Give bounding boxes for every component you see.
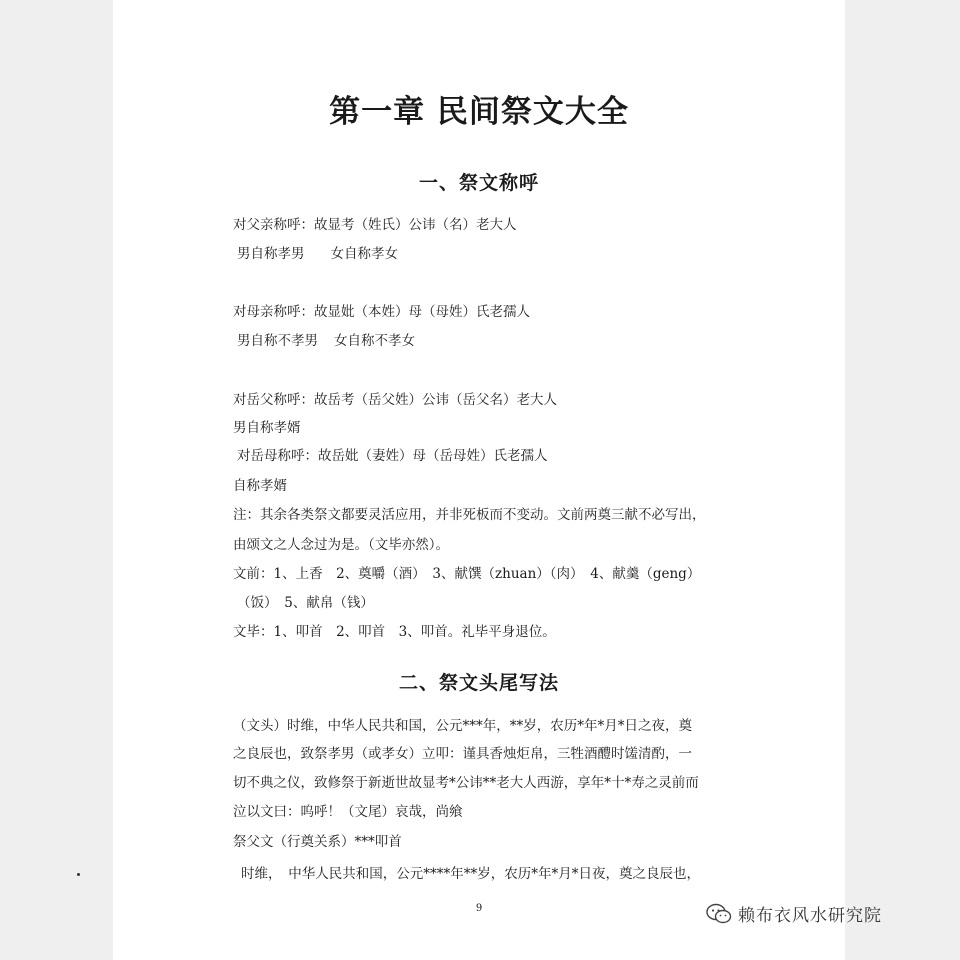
paragraph-line-1: （文头）时维，中华人民共和国，公元***年，**岁，农历*年*月*日之夜，奠 [233, 718, 692, 734]
scan-speck [77, 873, 80, 876]
wechat-icon [706, 903, 732, 925]
mother-son-self: 男自称不孝男 [237, 333, 318, 349]
father-address-line: 对父亲称呼：故显考（姓氏）公讳（名）老大人 [233, 217, 517, 233]
page-title: 第一章 民间祭文大全 [329, 94, 629, 130]
note-line-2: 由颂文之人念过为是。（文毕亦然）。 [233, 537, 449, 553]
mother-in-law-address-line: 对岳母称呼：故岳妣（妻姓）母（岳母姓）氏老孺人 [237, 448, 548, 464]
document-page [113, 0, 845, 960]
paragraph-last-line: 时维， 中华人民共和国，公元****年**岁，农历*年*月*日夜，奠之良辰也， [241, 866, 700, 882]
watermark [706, 901, 882, 926]
section-heading-titles: 一、祭文称呼 [418, 172, 539, 194]
before-ritual-line-2: （饭） 5、献帛（钱） [237, 595, 374, 611]
after-ritual-line: 文毕：1、叩首 2、叩首 3、叩首。礼毕平身退位。 [233, 624, 556, 640]
mother-address-line: 对母亲称呼：故显妣（本姓）母（母姓）氏老孺人 [233, 304, 530, 320]
page-number: 9 [475, 903, 483, 914]
section-heading-format: 二、祭文头尾写法 [398, 672, 559, 694]
father-sacrifice-title: 祭父文（行奠关系）***叩首 [233, 834, 402, 850]
note-line-1: 注：其余各类祭文都要灵活应用，并非死板而不变动。文前两奠三献不必写出， [233, 507, 706, 523]
paragraph-line-4: 泣以文曰：呜呼！（文尾）哀哉，尚飨 [233, 804, 463, 820]
paragraph-line-2: 之良辰也，致祭孝男（或孝女）立叩：谨具香烛炬帛，三牲酒醴时馐清酌，一 [233, 746, 692, 762]
father-in-law-address-line: 对岳父称呼：故岳考（岳父姓）公讳（岳父名）老大人 [233, 392, 557, 408]
before-ritual-line-1: 文前：1、上香 2、奠嚼（酒） 3、献馔（zhuan）（肉） 4、献羹（geng） [233, 566, 701, 582]
father-self-reference [237, 246, 398, 262]
father-in-law-self: 男自称孝婿 [233, 420, 301, 436]
father-son-self: 男自称孝男 [237, 246, 305, 262]
mother-self-reference [237, 333, 415, 349]
mother-in-law-self: 自称孝婿 [233, 478, 287, 494]
watermark-text: 赖布衣风水研究院 [738, 906, 882, 926]
father-daughter-self: 女自称孝女 [330, 246, 398, 262]
mother-daughter-self: 女自称不孝女 [334, 333, 415, 349]
paragraph-line-3: 切不典之仪，致修祭于新逝世故显考*公讳**老大人西游，享年*十*寿之灵前而 [233, 775, 699, 791]
